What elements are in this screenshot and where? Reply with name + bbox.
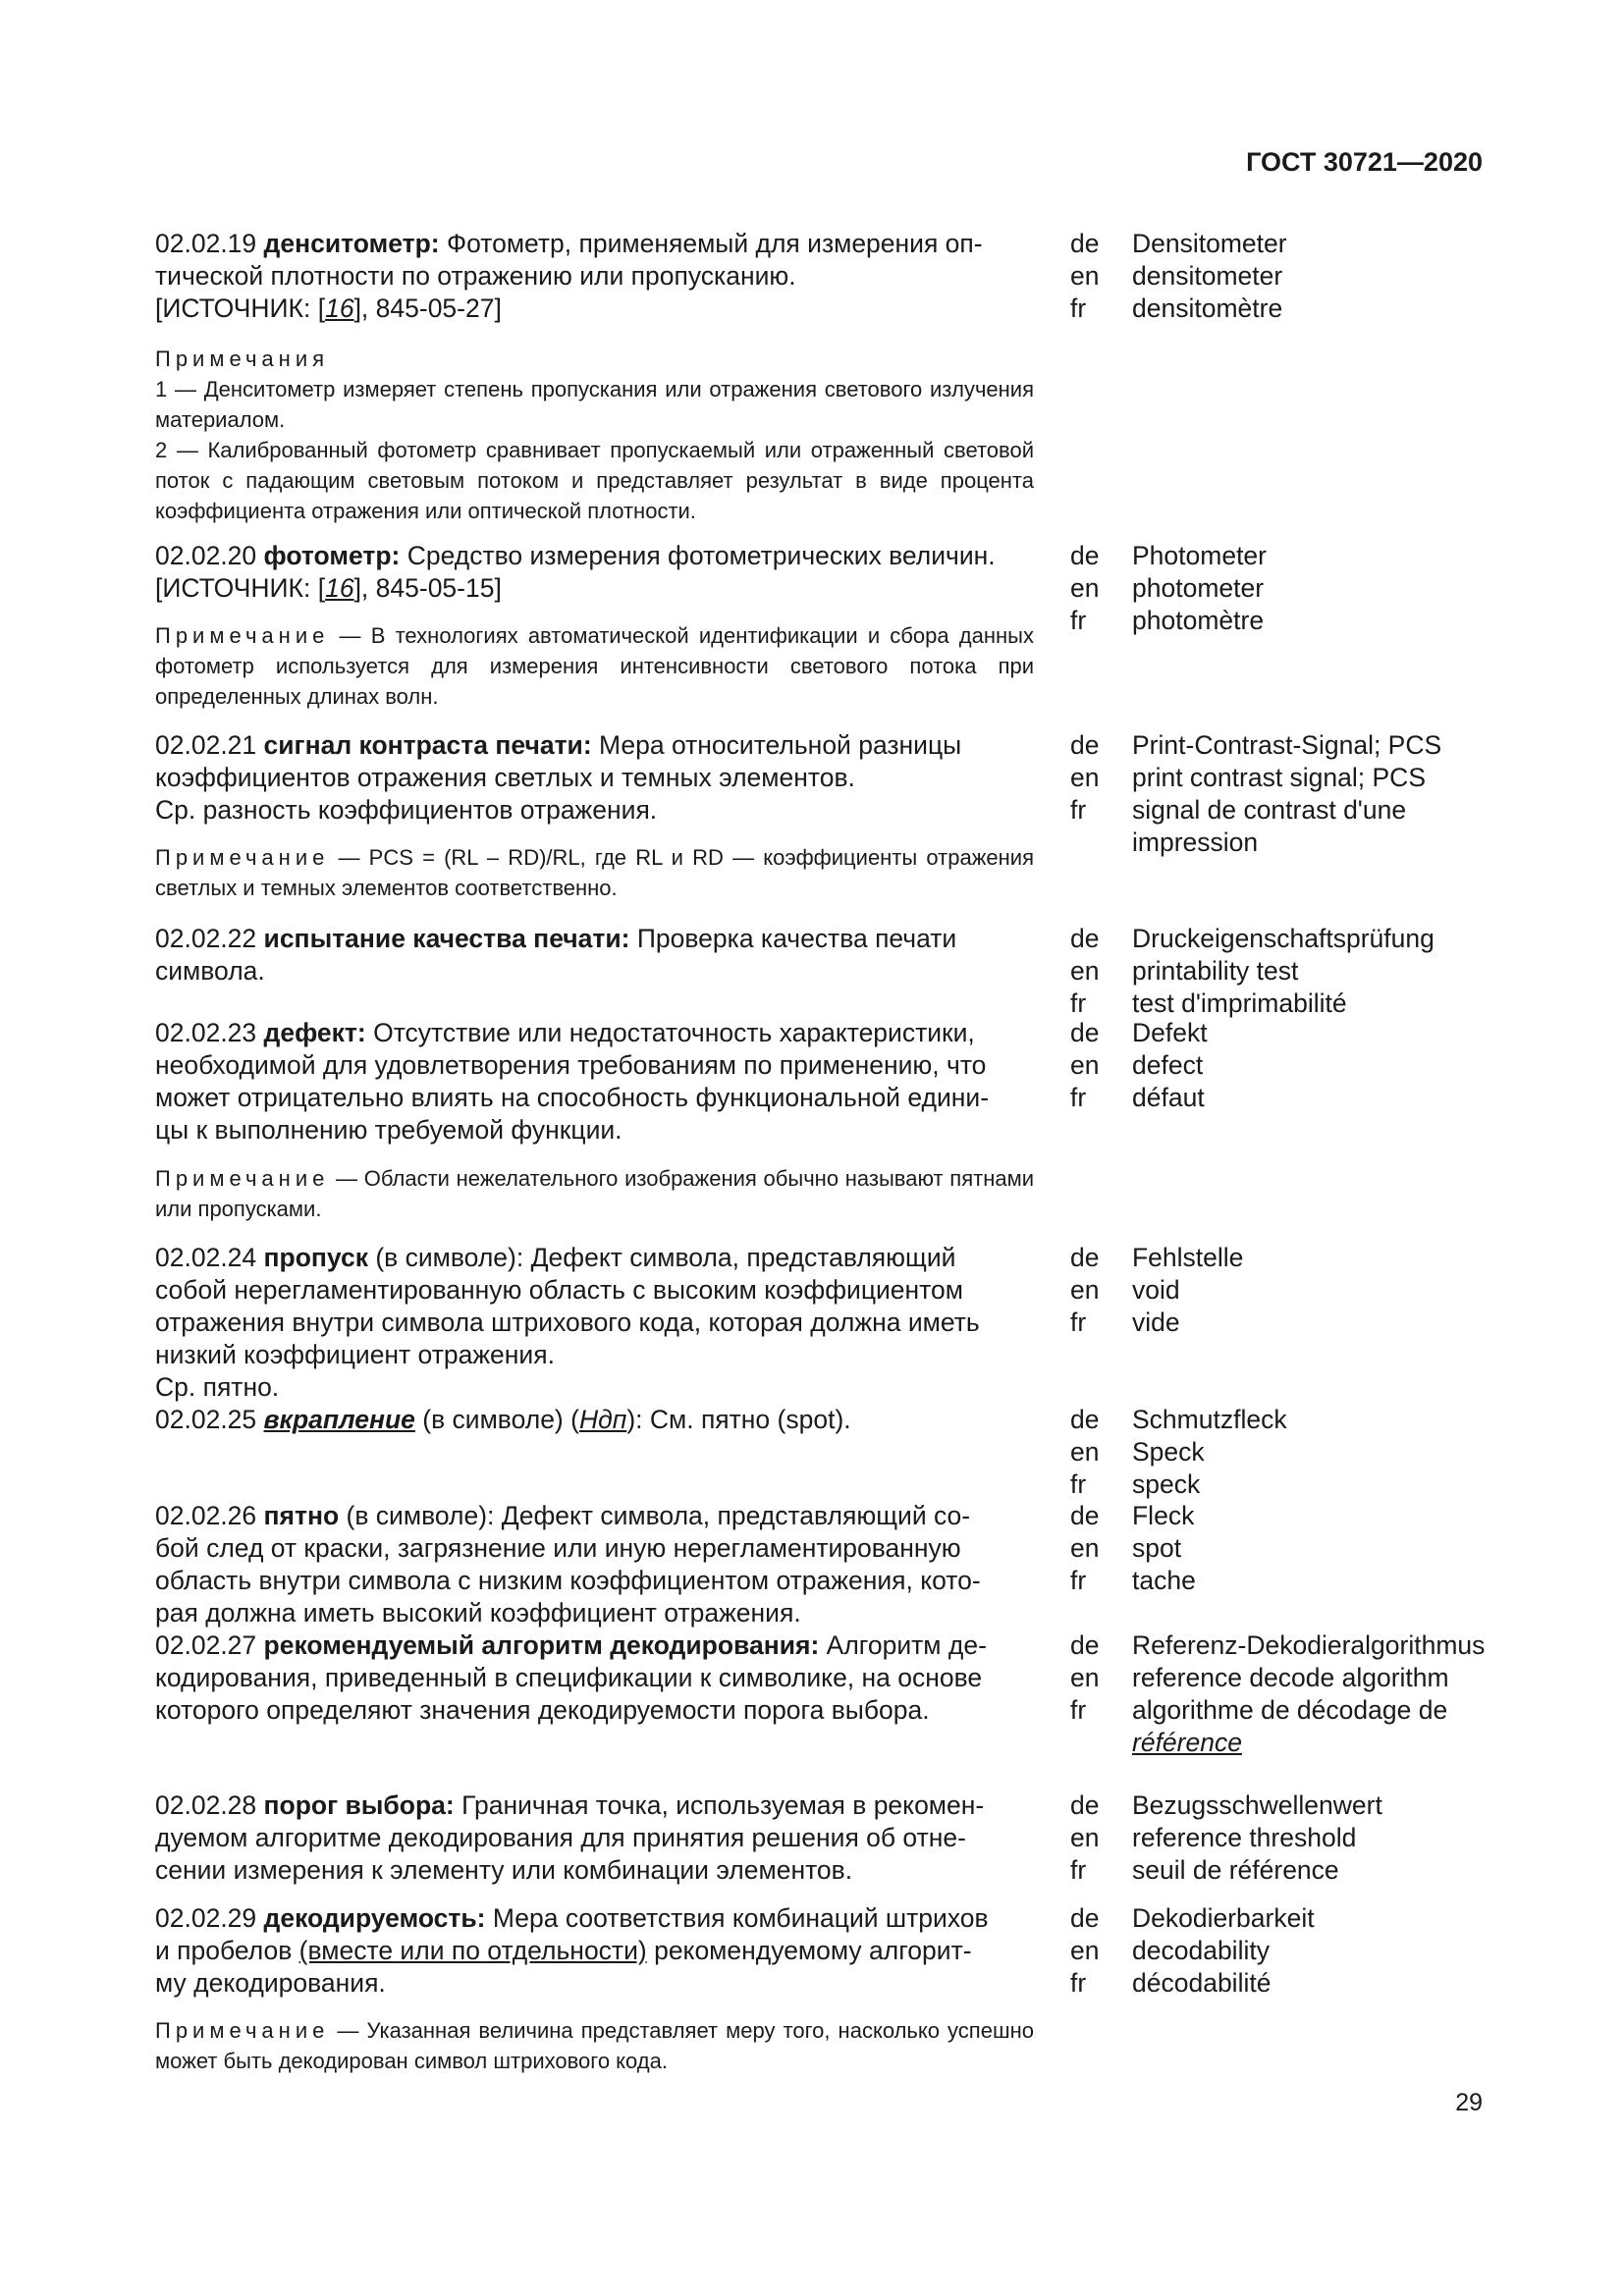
- page-number: 29: [1455, 2089, 1483, 2116]
- term-02-02-20: 02.02.20 фотометр: Средство измерения фотометрических величин. [ИСТОЧНИК: [16], 845-05-15]: [155, 541, 996, 603]
- equivalents-02-02-22: de Druckeigenschaftsprüfung en printability test fr test d'imprimabilité: [1070, 924, 1435, 1018]
- equivalents-02-02-24: de Fehlstelle en void fr vide: [1070, 1243, 1244, 1337]
- equivalents-02-02-26: de Fleck en spot fr tache: [1070, 1501, 1196, 1595]
- term-notes: Примечания 1 — Денситометр измеряет степень пропускания или отражения светового излучения материалом. 2 — Калиброванный фотометр сравнивает пропускаемый или отраженный световой поток с падающим световым потоком и представляет результат в виде процента коэффициента отражения или оптической плотности.: [155, 347, 1034, 523]
- term-02-02-28: 02.02.28 порог выбора: Граничная точка, используемая в рекомен- дуемом алгоритме декодирования для принятия решения об отне- сении измерения к элементу или комбинации элементов.: [155, 1790, 985, 1885]
- term-02-02-27: 02.02.27 рекомендуемый алгоритм декодирования: Алгоритм де- кодирования, приведенный в спецификации к символике, на основе которого определяют значения декодируемости порога выбора.: [155, 1630, 987, 1725]
- term-02-02-26: 02.02.26 пятно (в символе): Дефект символа, представляющий со- бой след от краски, загрязнение или иную нерегламентированную область внутри символа с низким коэффициентом отражения, кото- рая должна иметь высокий коэффициент отражения.: [155, 1501, 981, 1628]
- abbreviation-link[interactable]: Ндп: [578, 1405, 627, 1434]
- equivalents-02-02-20: de Photometer en photometer fr photomètre: [1070, 541, 1267, 635]
- term-02-02-25: 02.02.25 вкрапление (в символе) (Ндп): См. пятно (spot).: [155, 1405, 851, 1434]
- term-02-02-22: 02.02.22 испытание качества печати: Проверка качества печати символа.: [155, 924, 957, 986]
- deprecated-term: вкрапление: [263, 1405, 415, 1434]
- equivalents-02-02-23: de Defekt en defect fr défaut: [1070, 1018, 1208, 1112]
- term-note: Примечание — PCS = (RL – RD)/RL, где RL и RD — коэффициенты отражения светлых и темных элементов соответственно.: [155, 845, 1034, 900]
- term-02-02-21: 02.02.21 сигнал контраста печати: Мера относительной разницы коэффициентов отражения светлых и темных элементов. Ср. разность коэффициентов отражения.: [155, 730, 962, 825]
- reference-link[interactable]: 16: [325, 573, 354, 603]
- page-header: ГОСТ 30721—2020: [1246, 147, 1483, 177]
- term-02-02-24: 02.02.24 пропуск (в символе): Дефект символа, представляющий собой нерегламентированную область с высоким коэффициентом отражения внутри символа штрихового кода, которая должна иметь низкий коэффициент отражения. Ср. пятно.: [155, 1243, 980, 1402]
- equivalents-02-02-19: de Densitometer en densitometer fr densitomètre: [1070, 229, 1287, 323]
- reference-link[interactable]: 16: [325, 294, 354, 323]
- term-note: Примечание — Указанная величина представляет меру того, насколько успешно может быть декодирован символ штрихового кода.: [155, 2018, 1034, 2073]
- term-02-02-23: 02.02.23 дефект: Отсутствие или недостаточность характеристики, необходимой для удовлетворения требованиям по применению, что может отрицательно влиять на способность функциональной едини- цы к выполнению требуемой функции.: [155, 1018, 990, 1145]
- term-note: Примечание — В технологиях автоматической идентификации и сбора данных фотометр используется для измерения интенсивности светового потока при определенных длинах волн.: [155, 623, 1034, 709]
- term-02-02-29: 02.02.29 декодируемость: Мера соответствия комбинаций штрихов и пробелов (вместе или по отдельности) рекомендуемому алгорит- му декодирования.: [155, 1903, 989, 1998]
- reference-term-link[interactable]: référence: [1132, 1728, 1242, 1757]
- equivalents-02-02-29: de Dekodierbarkeit en decodability fr décodabilité: [1070, 1903, 1315, 1998]
- term-note: Примечание — Области нежелательного изображения обычно называют пятнами или пропусками.: [155, 1166, 1034, 1221]
- equivalents-02-02-28: de Bezugsschwellenwert en reference threshold fr seuil de référence: [1070, 1790, 1382, 1885]
- equivalents-02-02-25: de Schmutzfleck en Speck fr speck: [1070, 1405, 1287, 1499]
- equivalents-02-02-21: de Print-Contrast-Signal; PCS en print contrast signal; PCS fr signal de contrast d'une impression: [1070, 730, 1442, 857]
- equivalents-02-02-27: de Referenz-Dekodieralgorithmus en reference decode algorithm fr algorithme de décodage de référence: [1070, 1630, 1486, 1757]
- term-02-02-19: 02.02.19 денситометр: Фотометр, применяемый для измерения оп- тической плотности по отражению или пропусканию. [ИСТОЧНИК: [16], 845-05-27]: [155, 229, 983, 323]
